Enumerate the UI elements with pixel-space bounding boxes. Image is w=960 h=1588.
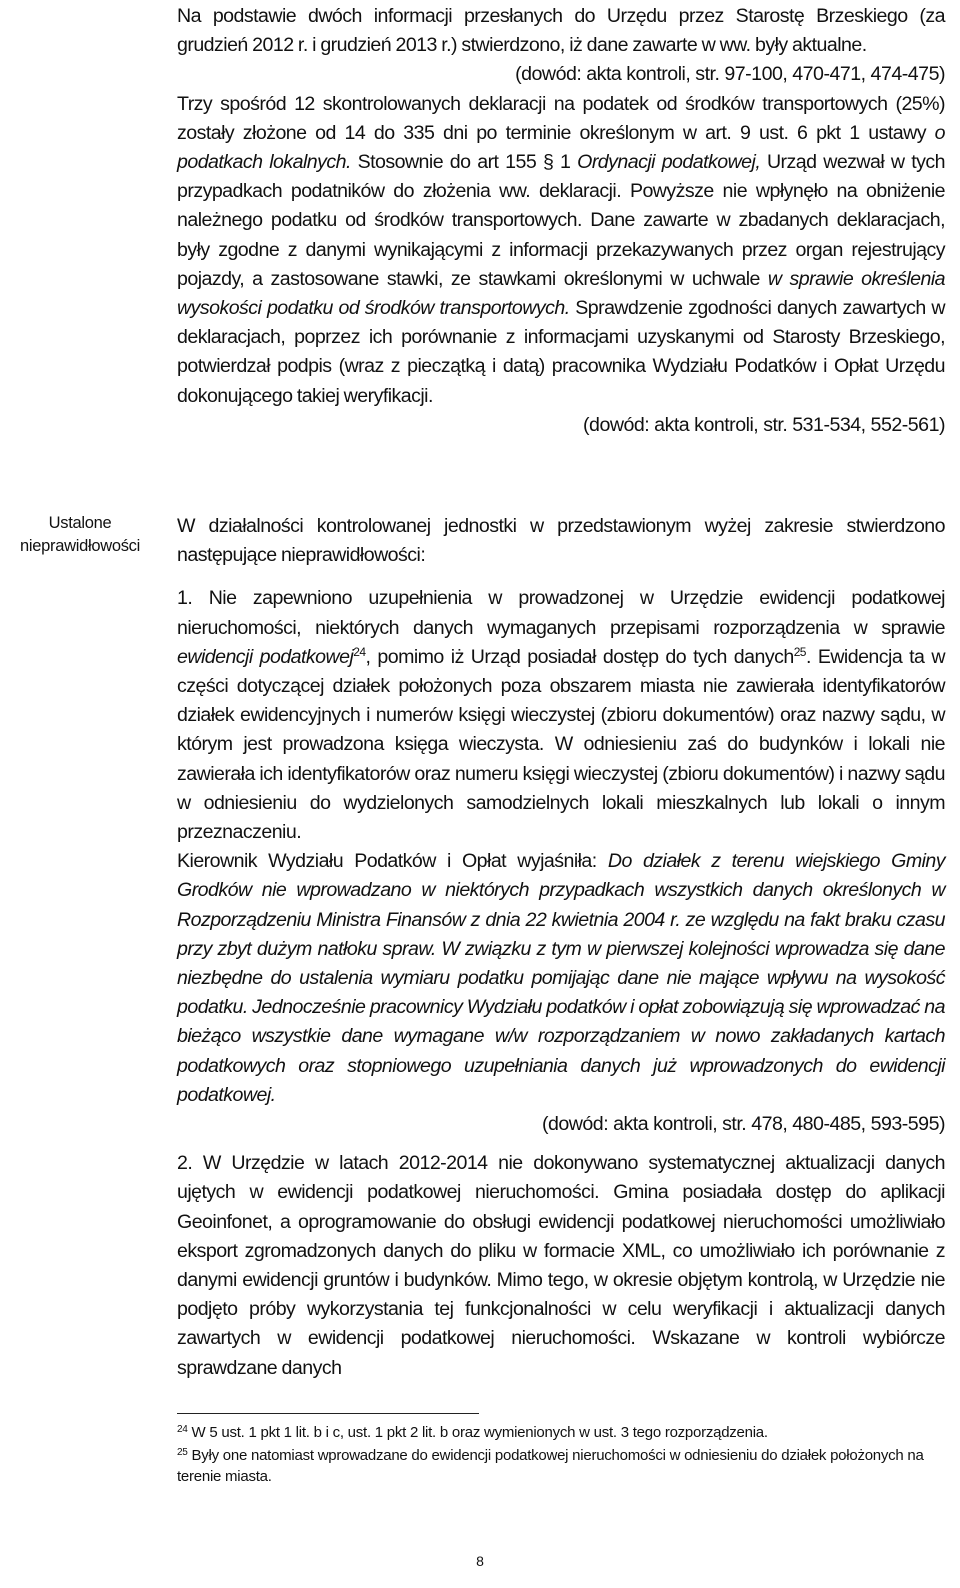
irregularities-section — [177, 512, 945, 1383]
paragraph-starosta-info: Na podstawie dwóch informacji przesłanych do Urzędu przez Starostę Brzeskiego (za grudzień 2012 r. i grudzień 2013 r.) stwierdzono, iż dane zawarte w ww. były aktualne. — [177, 5, 945, 57]
irregularity-1: 1. Nie zapewniono uzupełnienia w prowadzonej w Urzędzie ewidencji podatkowej nieruchomości, niektórych danych wymaganych przepisami rozporządzenia w sprawie ewidencji podatkowej$^{24}$, pomimo iż Urząd posiadał dostęp do tych danych$^{25}$. Ewidencja ta w części dotyczącej działek położonych poza obszarem miasta nie zawierała identyfikatorów działek ewidencyjnych i numerów księgi wieczystej (zbioru dokumentów) oraz nazwy sądu, w którym jest prowadzona księga wieczysta. W odniesieniu zaś do budynków i lokali nie zawierała ich identyfikatorów oraz numeru księgi wieczystej (zbioru dokumentów) i nazwy sądu w odniesieniu do wydzielonych samodzielnych lokali mieszkalnych lub lokali o innym przeznaczeniu. — [177, 587, 945, 844]
side-label-irregularities: Ustalone nieprawidłowości — [20, 514, 140, 555]
evidence-citation: (dowód: akta kontroli, str. 97-100, 470-471, 474-475) — [515, 63, 945, 86]
manager-explanation: Kierownik Wydziału Podatków i Opłat wyjaśniła: Do działek z terenu wiejskiego Gminy Grodków nie wprowadzano w niektórych przypadkach wszystkich danych określonych w Rozporządzeniu Ministra Finansów z dnia 22 kwietnia 2004 r. ze względu na fakt braku czasu przy zbyt dużym natłoku spraw. W związku z tym w pierwszej kolejności wprowadza się dane niezbędne do ustalenia wymiaru podatku pomijając dane nie mające wpływu na wysokość podatku. Jednocześnie pracownicy Wydziału podatków i opłat zobowiązują się wprowadzać na bieżąco wszystkie dane wymagane w/w rozporządzaniem w nowo zakładanych kartach podatkowych oraz stopniowego uzupełniania danych już wprowadzonych do ewidencji podatkowej. — [177, 850, 945, 1106]
evidence-citation: (dowód: akta kontroli, str. 531-534, 552-561) — [583, 413, 945, 436]
section-intro: W działalności kontrolowanej jednostki w przedstawionym wyżej zakresie stwierdzono następujące nieprawidłowości: — [177, 515, 945, 567]
paragraph-transport-tax: Trzy spośród 12 skontrolowanych deklaracji na podatek od środków transportowych (25%) zostały złożone od 14 do 335 dni po terminie określonym w art. 9 ust. 6 pkt 1 ustawy o podatkach lokalnych. Stosownie do art 155 § 1 Ordynacji podatkowej, Urząd wezwał w tych przypadkach podatników do złożenia ww. deklaracji. Powyższe nie wpłynęło na obniżenie należnego podatku od środków transportowych. Dane zawarte w zbadanych deklaracjach, były zgodne z danymi wynikającymi z informacji przekazywanych przez organ rejestrujący pojazdy, a zastosowane stawki, ze stawkami określonymi w uchwale w sprawie określenia wysokości podatku od środków transportowych. Sprawdzenie zgodności danych zawartych w deklaracjach, poprzez ich porównanie z informacjami uzyskanymi od Starosty Brzeskiego, potwierdzał podpis (wraz z pieczątką i datą) pracownika Wydziału Podatków i Opłat Urzędu dokonującego takiej weryfikacji. — [177, 92, 945, 407]
evidence-citation: (dowód: akta kontroli, str. 478, 480-485, 593-595) — [541, 1113, 945, 1136]
footnote-divider — [177, 1413, 479, 1414]
footnote-ref-24: 24 — [353, 644, 366, 659]
page-number: 8 — [476, 1553, 484, 1569]
footnote-25: $^{25}$ Były one natomiast wprowadzane do ewidencji podatkowej nieruchomości w odniesieniu do działek położonych na terenie miasta. — [177, 1447, 924, 1485]
footnote-24: $^{24}$ W 5 ust. 1 pkt 1 lit. b i c, ust. 1 pkt 2 lit. b oraz wymienionych w ust. 3 tego rozporządzenia. — [177, 1424, 768, 1441]
irregularity-2: 2. W Urzędzie w latach 2012-2014 nie dokonywano systematycznej aktualizacji danych ujętych w ewidencji podatkowej nieruchomości. Gmina posiadała dostęp do aplikacji Geoinfonet, a oprogramowanie do obsługi ewidencji podatkowej nieruchomości umożliwiało eksport zgromadzonych danych do pliku w formacie XML, co umożliwiało ich porównanie z danymi ewidencji gruntów i budynków. Mimo tego, w okresie objętym kontrolą, w Urzędzie nie podjęto próby wykorzystania tej funkcjonalności w celu weryfikacji i aktualizacji danych zawartych w ewidencji podatkowej nieruchomości. Wskazane w kontroli wybiórcze sprawdzane danych — [177, 1152, 945, 1379]
findings-continued — [177, 2, 945, 440]
footnote-ref-25: 25 — [793, 644, 806, 659]
